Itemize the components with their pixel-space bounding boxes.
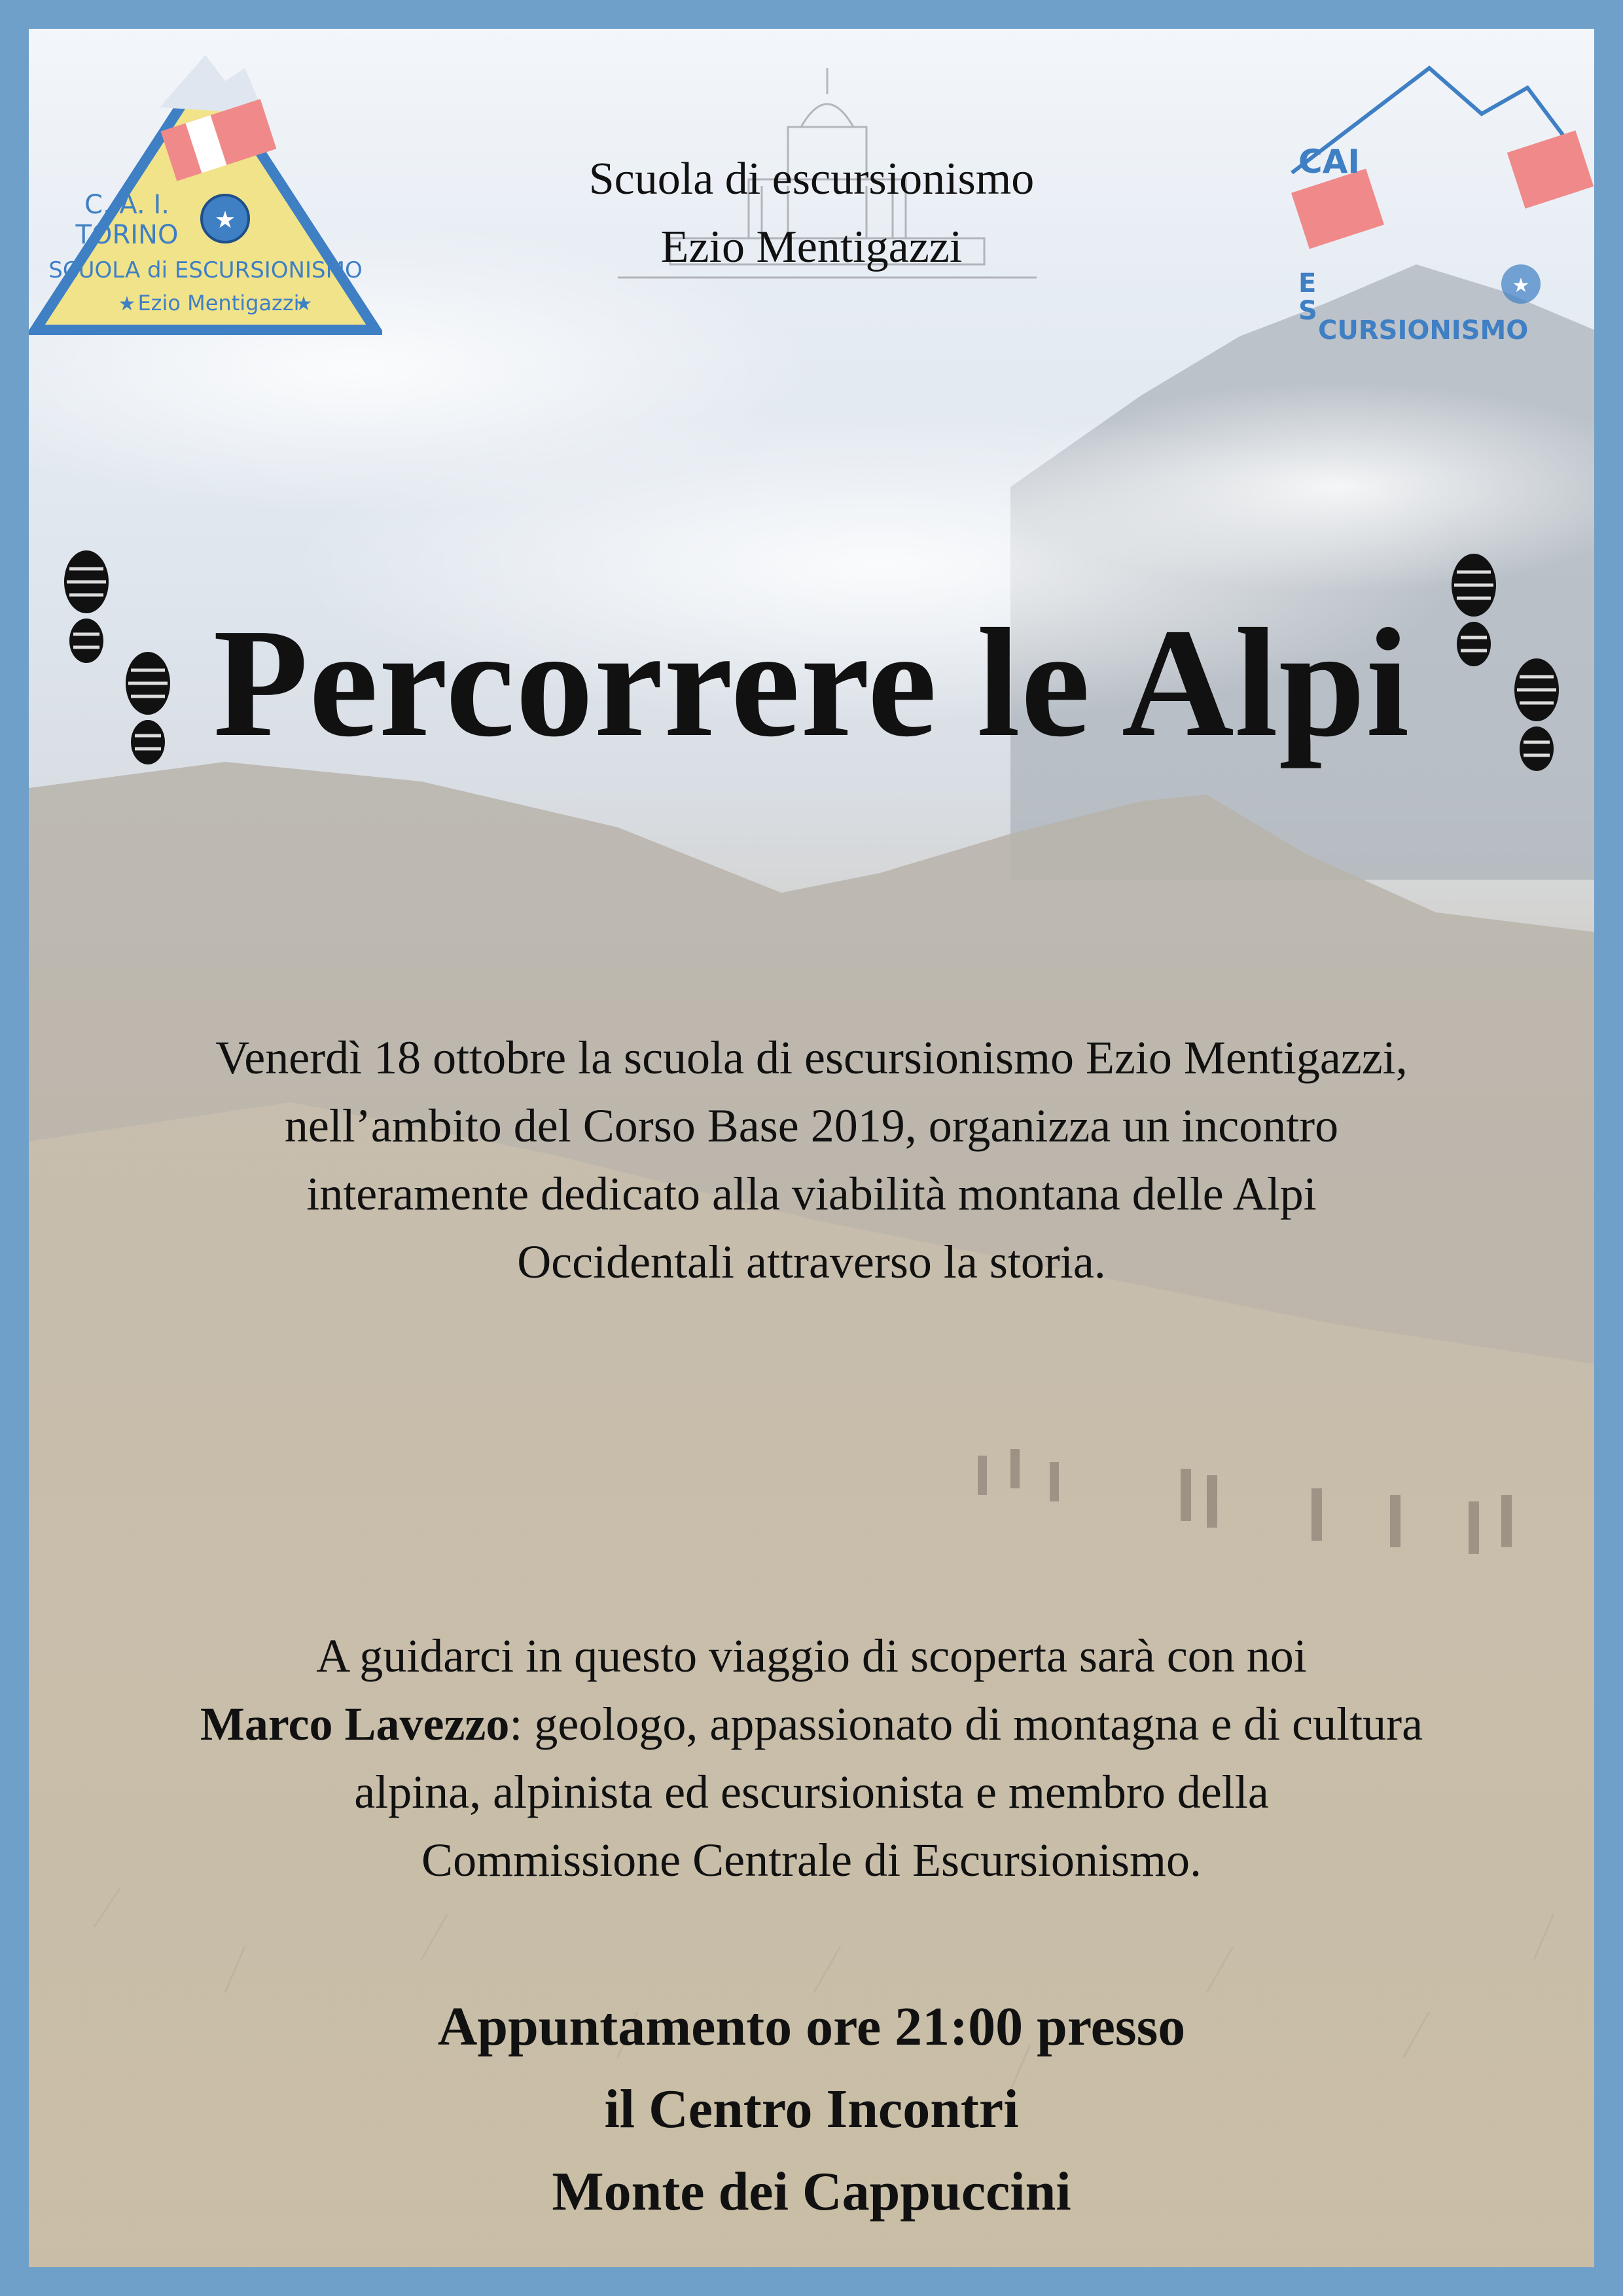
logo-right-e: E	[1298, 268, 1317, 298]
logo-left-line1: C. A. I.	[84, 190, 169, 220]
logo-right-s: S	[1298, 296, 1317, 326]
guide-line-2	[29, 1690, 1594, 1758]
school-name-line1: Scuola di escursionismo	[588, 154, 1035, 204]
intro-line-3: interamente dedicato alla viabilità montana delle Alpi	[306, 1168, 1317, 1220]
guide-line-2-rest: : geologo, appassionato di montagna e di cultura	[509, 1698, 1423, 1750]
svg-text:★: ★	[214, 207, 236, 234]
logo-right-rest: CURSIONISMO	[1318, 315, 1529, 346]
poster	[29, 29, 1594, 2267]
intro-line-4: Occidentali attraverso la storia.	[517, 1236, 1106, 1288]
logo-left-line4: Ezio Mentigazzi	[137, 291, 300, 315]
appointment-line-3: Monte dei Cappuccini	[552, 2161, 1071, 2222]
logo-left-line2: TORINO	[75, 220, 179, 250]
svg-text:★: ★	[118, 293, 136, 315]
intro-line-2: nell’ambito del Corso Base 2019, organizza un incontro	[284, 1100, 1339, 1152]
appointment-line-1: Appuntamento ore 21:00 presso	[437, 1996, 1186, 2057]
guide-line-4: Commissione Centrale di Escursionismo.	[421, 1834, 1202, 1886]
svg-text:★: ★	[1512, 274, 1530, 297]
speaker-name: Marco Lavezzo	[200, 1698, 510, 1750]
logo-right-cai: CAI	[1298, 143, 1360, 181]
poster-title: Percorrere le Alpi	[213, 597, 1410, 769]
logo-left-line3: SCUOLA di ESCURSIONISMO	[48, 257, 363, 283]
school-name-line2: Ezio Mentigazzi	[660, 222, 963, 272]
appointment-line-2: il Centro Incontri	[604, 2079, 1019, 2140]
intro-line-1: Venerdì 18 ottobre la scuola di escursionismo Ezio Mentigazzi,	[215, 1031, 1408, 1084]
guide-line-3: alpina, alpinista ed escursionista e membro della	[354, 1766, 1269, 1818]
guide-line-1: A guidarci in questo viaggio di scoperta sarà con noi	[316, 1630, 1307, 1682]
svg-text:★: ★	[294, 293, 313, 315]
